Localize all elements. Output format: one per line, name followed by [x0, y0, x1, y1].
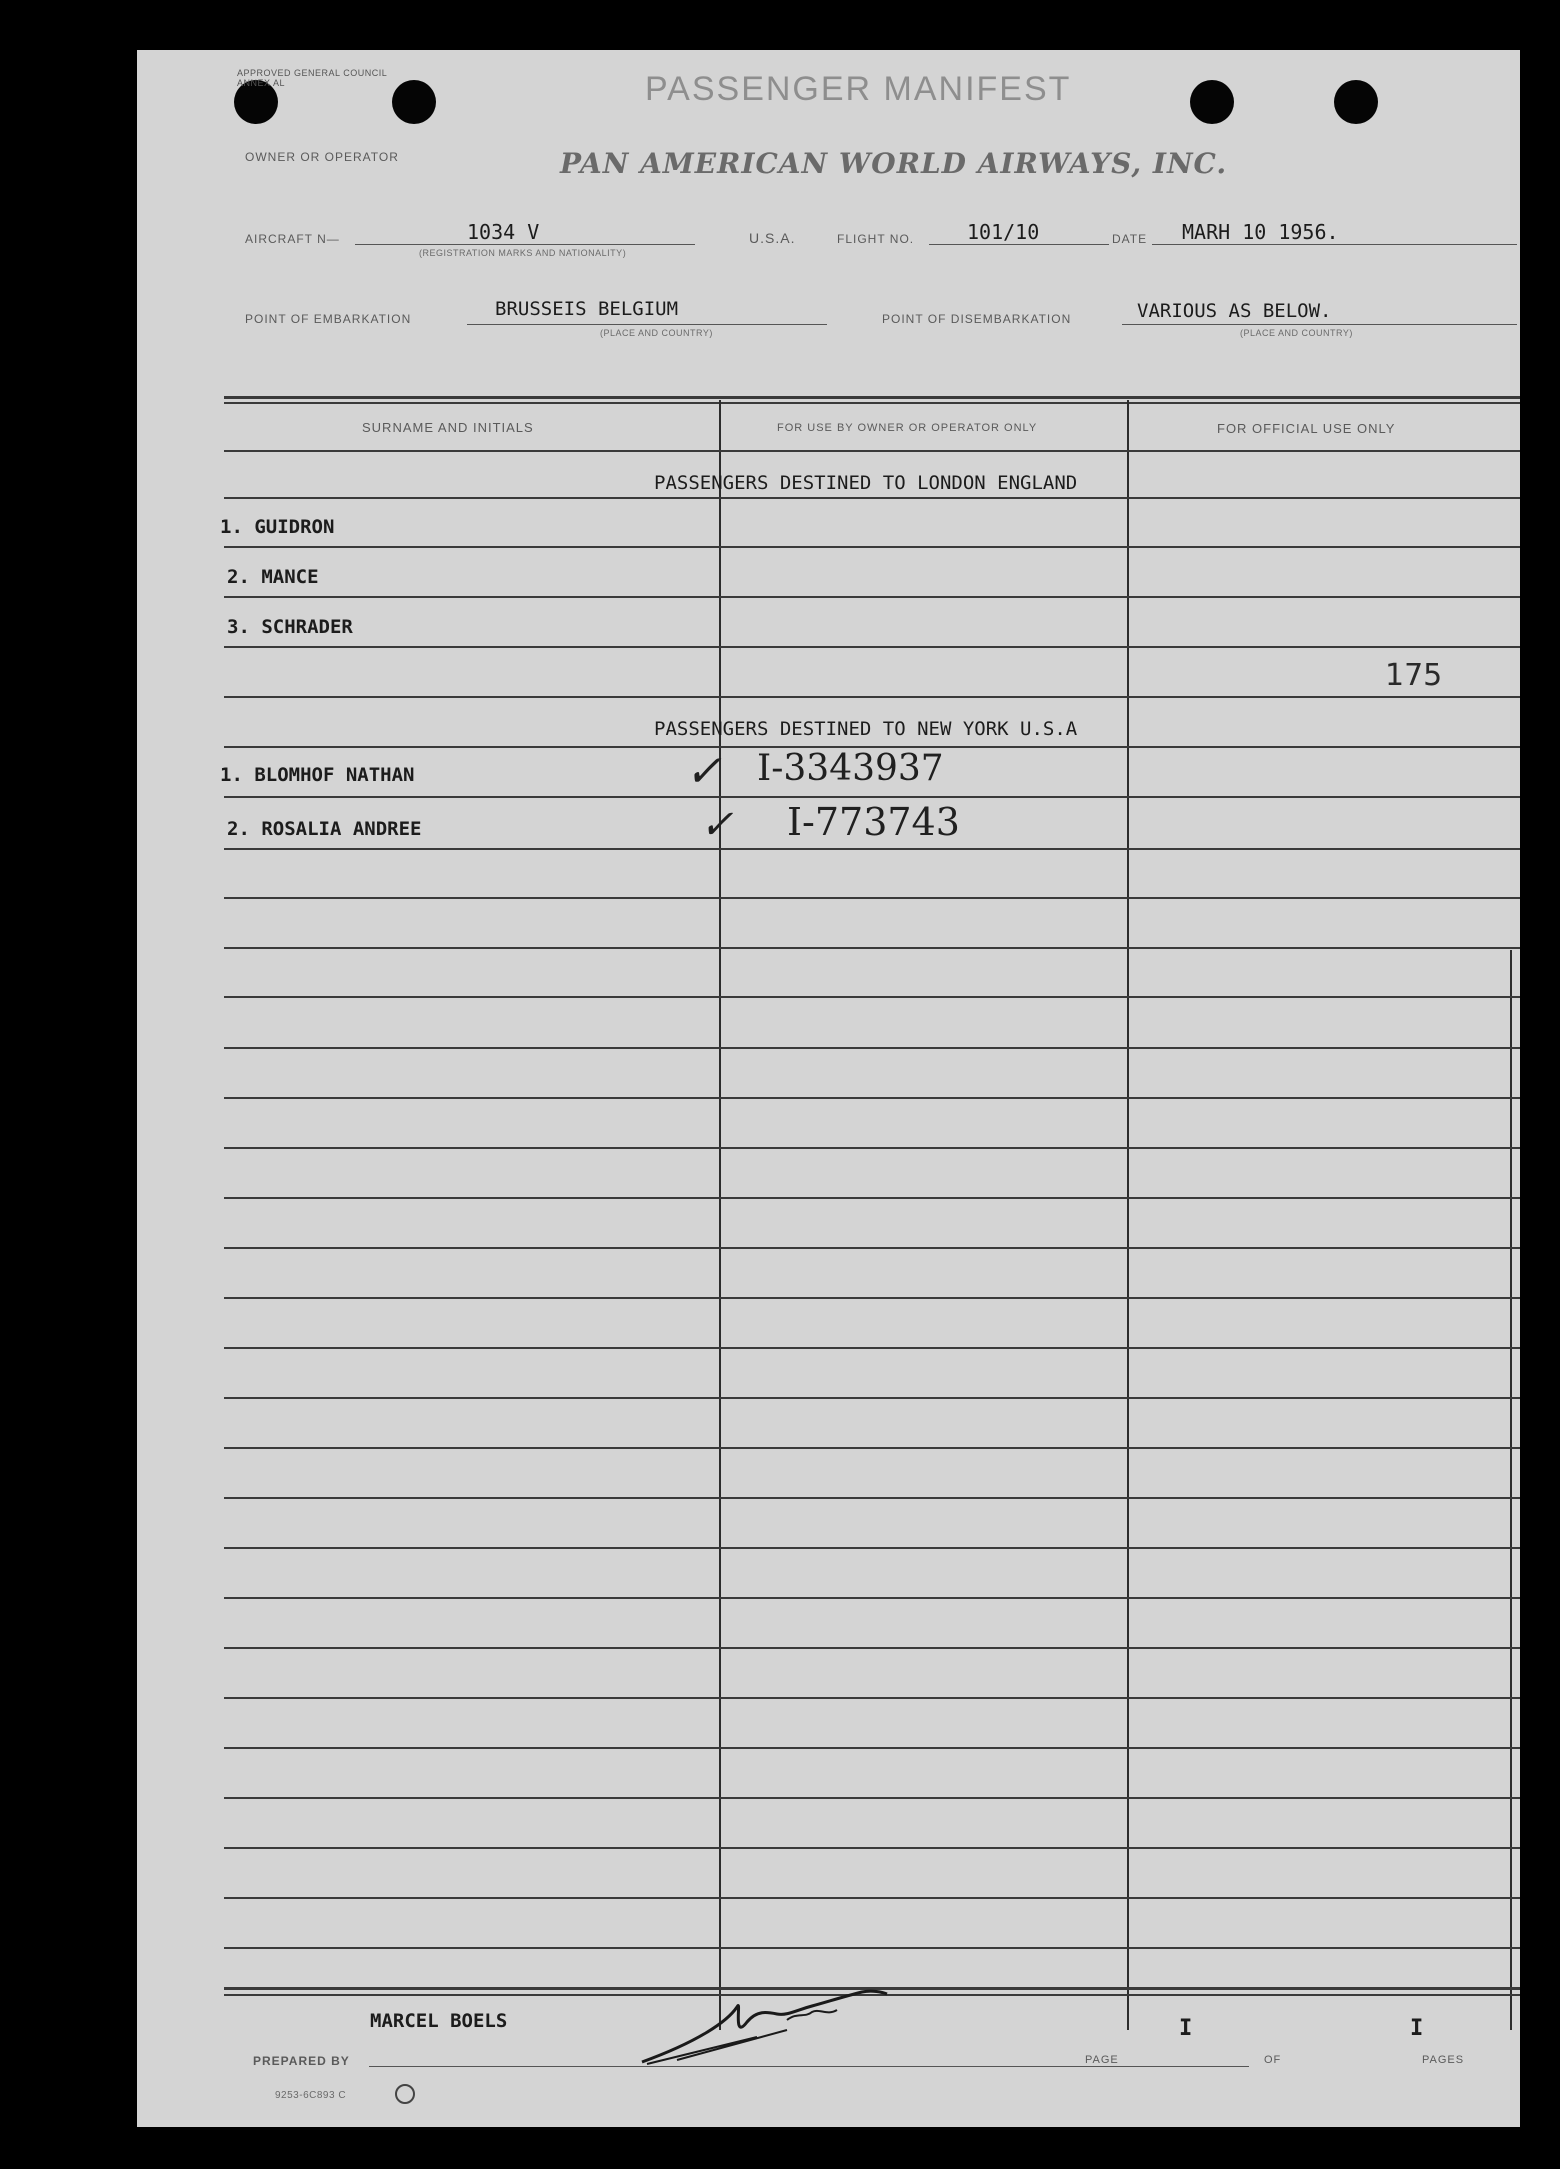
- usa-label: U.S.A.: [749, 230, 796, 246]
- manifest-sheet: [137, 50, 1520, 2127]
- flight-label: FLIGHT NO.: [837, 232, 915, 246]
- punch-hole: [1334, 80, 1378, 124]
- table-row-rule: [224, 1347, 1520, 1349]
- checkmark: ✓: [700, 802, 734, 848]
- aircraft-value: 1034 V: [467, 220, 540, 244]
- table-row-rule: [224, 897, 1520, 899]
- punch-hole: [392, 80, 436, 124]
- table-row-rule: [224, 1247, 1520, 1249]
- column-header-official-use: FOR OFFICIAL USE ONLY: [1217, 421, 1396, 436]
- group-heading-newyork: PASSENGERS DESTINED TO NEW YORK U.S.A: [654, 718, 1078, 740]
- checkmark: ✓: [685, 746, 722, 797]
- flight-value: 101/10: [967, 220, 1040, 244]
- table-row-rule: [224, 1147, 1520, 1149]
- passenger-row: 2. ROSALIA ANDREE: [227, 818, 422, 840]
- column-header-owner-use: FOR USE BY OWNER OR OPERATOR ONLY: [777, 422, 1038, 434]
- table-row-rule: [224, 1197, 1520, 1199]
- handwritten-note: I-3343937: [757, 748, 944, 789]
- table-row-rule: [224, 1597, 1520, 1599]
- table-row-rule: [224, 1297, 1520, 1299]
- of-label: OF: [1264, 2054, 1282, 2066]
- table-row-rule: [224, 696, 1520, 698]
- table-row-rule: [224, 1497, 1520, 1499]
- embarkation-sublabel: (PLACE AND COUNTRY): [600, 328, 713, 338]
- passenger-row: 1. GUIDRON: [220, 516, 335, 538]
- table-row-rule: [224, 1697, 1520, 1699]
- form-number: 9253-6C893 C: [275, 2090, 347, 2101]
- table-row-rule: [224, 1797, 1520, 1799]
- table-row-rule: [224, 646, 1520, 648]
- pages-label: PAGES: [1422, 2054, 1465, 2066]
- table-row-rule: [224, 1447, 1520, 1449]
- table-top-border: [224, 402, 1520, 404]
- page-number: I: [1179, 2016, 1193, 2041]
- passenger-row: 3. SCHRADER: [227, 616, 353, 638]
- table-top-border: [224, 396, 1520, 399]
- table-row-rule: [224, 1397, 1520, 1399]
- column-divider: [719, 400, 721, 2030]
- disembarkation-label: POINT OF DISEMBARKATION: [882, 312, 1072, 326]
- aircraft-sublabel: (REGISTRATION MARKS AND NATIONALITY): [419, 248, 627, 258]
- table-row-rule: [224, 546, 1520, 548]
- owner-label: OWNER OR OPERATOR: [245, 150, 399, 164]
- table-row-rule: [224, 1097, 1520, 1099]
- table-row-rule: [224, 450, 1520, 452]
- group-heading-london: PASSENGERS DESTINED TO LONDON ENGLAND: [654, 472, 1078, 494]
- handwritten-note: I-773743: [787, 800, 960, 844]
- column-divider: [1127, 400, 1129, 2030]
- prepared-by-name: MARCEL BOELS: [370, 2010, 508, 2032]
- table-row-rule: [224, 996, 1520, 998]
- page-title: PASSENGER MANIFEST: [645, 70, 1072, 108]
- table-row-rule: [224, 596, 1520, 598]
- embarkation-value: BRUSSEIS BELGIUM: [495, 298, 679, 320]
- total-pages: I: [1410, 2016, 1424, 2041]
- table-row-rule: [224, 848, 1520, 850]
- table-row-rule: [224, 1747, 1520, 1749]
- table-row-rule: [224, 1847, 1520, 1849]
- owner-name: PAN AMERICAN WORLD AIRWAYS, INC.: [560, 147, 1228, 180]
- disembarkation-value: VARIOUS AS BELOW.: [1137, 300, 1332, 322]
- date-label: DATE: [1112, 232, 1148, 246]
- table-row-rule: [224, 947, 1520, 949]
- column-header-surname: SURNAME AND INITIALS: [362, 420, 534, 435]
- signature-image: [637, 1982, 897, 2072]
- table-row-rule: [224, 796, 1520, 798]
- prepared-by-label: PREPARED BY: [253, 2054, 350, 2068]
- table-right-border: [1510, 950, 1512, 2030]
- table-row-rule: [224, 1897, 1520, 1899]
- page-label: PAGE: [1085, 2054, 1119, 2066]
- official-number: 175: [1385, 658, 1443, 693]
- aircraft-label: AIRCRAFT N—: [245, 232, 340, 246]
- approval-stamp: APPROVED GENERAL COUNCIL ANNEX AL: [237, 68, 387, 88]
- passenger-row: 1. BLOMHOF NATHAN: [220, 764, 415, 786]
- date-value: MARH 10 1956.: [1182, 220, 1339, 244]
- table-row-rule: [224, 1547, 1520, 1549]
- table-row-rule: [224, 497, 1520, 499]
- embarkation-label: POINT OF EMBARKATION: [245, 312, 412, 326]
- table-row-rule: [224, 1047, 1520, 1049]
- disembarkation-sublabel: (PLACE AND COUNTRY): [1240, 328, 1353, 338]
- table-row-rule: [224, 1647, 1520, 1649]
- passenger-row: 2. MANCE: [227, 566, 319, 588]
- table-row-rule: [224, 1947, 1520, 1949]
- union-label-icon: [395, 2084, 415, 2104]
- punch-hole: [1190, 80, 1234, 124]
